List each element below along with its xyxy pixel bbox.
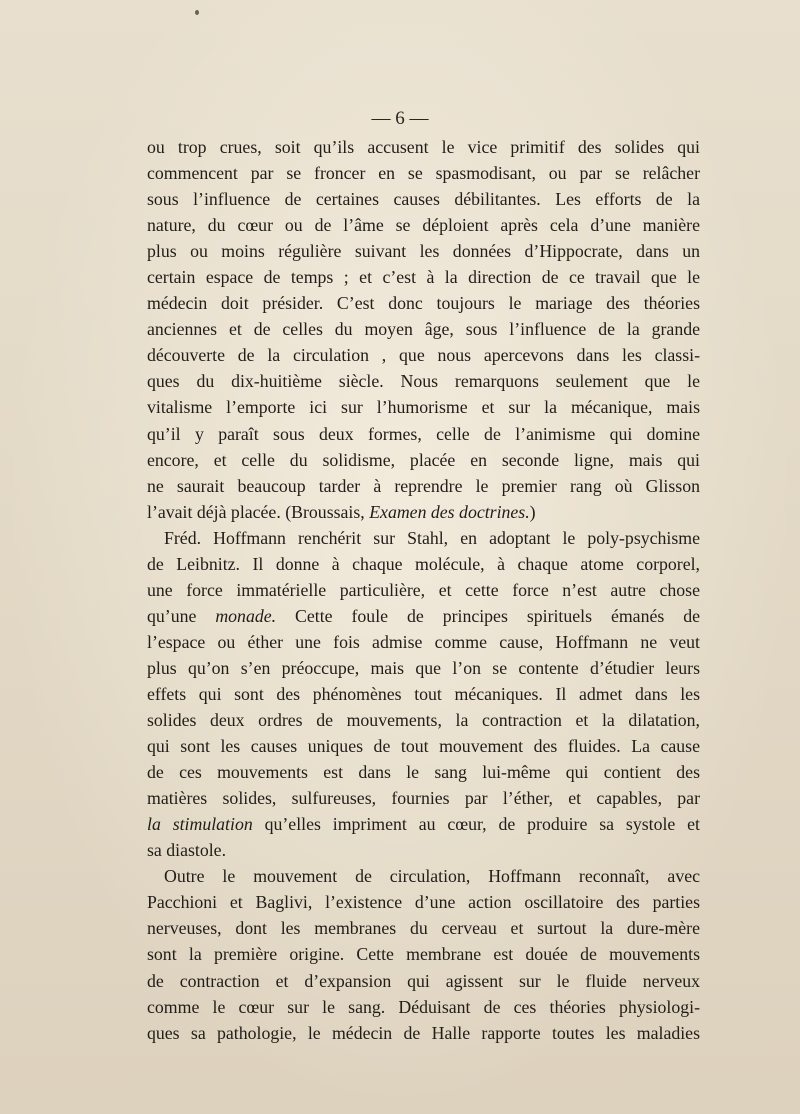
- text-line: comme le cœur sur le sang. Déduisant de ces théories physiologi-: [147, 996, 700, 1017]
- text-segment: qu’une: [147, 605, 216, 626]
- text-line: sa diastole.: [147, 840, 227, 861]
- text-line: ou trop crues, soit qu’ils accusent le vice primitif des solides qui: [147, 137, 700, 157]
- text-line: médecin doit présider. C’est donc toujours le mariage des théories: [147, 293, 700, 314]
- text-line: l’espace ou éther une fois admise comme cause, Hoffmann ne veut: [147, 631, 700, 652]
- text-line: Fréd. Hoffmann renchérit sur Stahl, en adoptant le poly-psychisme: [164, 527, 700, 548]
- text-line: sont la première origine. Cette membrane est douée de mouvements: [147, 944, 700, 965]
- text-line: Outre le mouvement de circulation, Hoffmann reconnaît, avec: [164, 866, 700, 887]
- text-line: une force immatérielle particulière, et cette force n’est autre chose: [147, 579, 700, 600]
- text-line: effets qui sont des phénomènes tout mécaniques. Il admet dans les: [147, 683, 700, 704]
- text-line: Pacchioni et Baglivi, l’existence d’une action oscillatoire des parties: [147, 892, 700, 913]
- text-line: matières solides, sulfureuses, fournies par l’éther, et capables, par: [147, 788, 700, 809]
- text-line: ques sa pathologie, le médecin de Halle rapporte toutes les maladies: [147, 1022, 700, 1043]
- text-line: [147, 499, 700, 525]
- text-line: plus ou moins régulière suivant les données d’Hippocrate, dans un: [147, 241, 700, 262]
- italic-text: Examen des doctrines.: [369, 501, 530, 522]
- text-segment: l’avait déjà placée. (Broussais,: [147, 501, 370, 522]
- text-line: ne saurait beaucoup tarder à reprendre le premier rang où Glisson: [147, 475, 700, 496]
- text-line: découverte de la circulation , que nous apercevons dans les classi-: [147, 345, 700, 366]
- text-line: de Leibnitz. Il donne à chaque molécule, à chaque atome corporel,: [147, 553, 700, 574]
- text-line: nature, du cœur ou de l’âme se déploient après cela d’une manière: [147, 215, 700, 236]
- text-line: encore, et celle du solidisme, placée en seconde ligne, mais qui: [147, 449, 700, 470]
- text-line: nerveuses, dont les membranes du cerveau et surtout la dure-mère: [147, 918, 700, 939]
- text-line: solides deux ordres de mouvements, la contraction et la dilatation,: [147, 710, 700, 731]
- text-line: [147, 811, 700, 837]
- text-line: vitalisme l’emporte ici sur l’humorisme et sur la mécanique, mais: [147, 397, 700, 418]
- text-line: qui sont les causes uniques de tout mouvement des fluides. La cause: [147, 736, 700, 757]
- ink-speck: [195, 10, 199, 15]
- text-segment: ): [529, 501, 536, 522]
- text-segment: Cette foule de principes spirituels émanés de: [276, 605, 700, 626]
- body-text: [147, 134, 700, 1046]
- italic-text: monade.: [215, 605, 277, 626]
- page-number: — 6 —: [371, 108, 429, 129]
- text-line: sous l’influence de certaines causes débilitantes. Les efforts de la: [147, 189, 700, 210]
- text-line: [147, 603, 700, 629]
- italic-text: la stimulation: [147, 814, 253, 835]
- text-line: anciennes et de celles du moyen âge, sous l’influence de la grande: [147, 319, 700, 340]
- text-line: ques du dix-huitième siècle. Nous remarquons seulement que le: [147, 371, 700, 392]
- text-line: de ces mouvements est dans le sang lui-même qui contient des: [147, 762, 700, 783]
- text-line: qu’il y paraît sous deux formes, celle de l’animisme qui domine: [147, 423, 700, 444]
- text-line: commencent par se froncer en se spasmodisant, ou par se relâcher: [147, 163, 700, 184]
- text-segment: qu’elles impriment au cœur, de produire sa systole et: [252, 814, 700, 835]
- text-line: certain espace de temps ; et c’est à la direction de ce travail que le: [147, 267, 700, 288]
- text-line: de contraction et d’expansion qui agissent sur le fluide nerveux: [147, 970, 700, 991]
- text-line: plus qu’on s’en préoccupe, mais que l’on se contente d’étudier leurs: [147, 657, 700, 678]
